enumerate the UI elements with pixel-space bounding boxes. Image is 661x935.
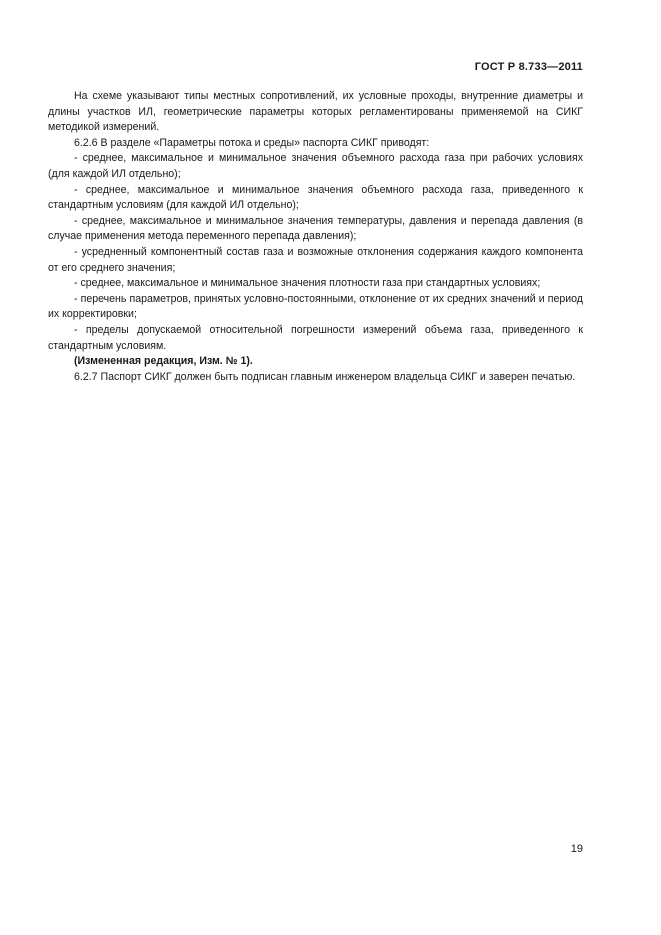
list-item: - пределы допускаемой относительной погрешности измерений объема газа, приведенного к стандартным условиям. <box>48 323 583 352</box>
list-item: - среднее, максимальное и минимальное значения объемного расхода газа при рабочих условиях (для каждой ИЛ отдельно); <box>48 152 583 180</box>
document-body <box>48 89 583 385</box>
list-item: - перечень параметров, принятых условно-постоянными, отклонение от их средних значений и период их корректировки; <box>48 292 583 321</box>
amendment-note: (Измененная редакция, Изм. № 1). <box>74 355 253 368</box>
paragraph-section-627: 6.2.7 Паспорт СИКГ должен быть подписан главным инженером владельца СИКГ и заверен печатью. <box>74 370 576 383</box>
list-item: - среднее, максимальное и минимальное значения объемного расхода газа, приведенного к стандартным условиям (для каждой ИЛ отдельно); <box>48 183 583 212</box>
paragraph-section-626: 6.2.6 В разделе «Параметры потока и среды» паспорта СИКГ приводят: <box>74 136 430 149</box>
list-item: - усредненный компонентный состав газа и возможные отклонения содержания каждого компонента от его среднего значения; <box>48 245 583 274</box>
list-item: - среднее, максимальное и минимальное значения плотности газа при стандартных условиях; <box>74 277 541 290</box>
document-header: ГОСТ Р 8.733—2011 <box>474 61 583 73</box>
list-item: - среднее, максимальное и минимальное значения температуры, давления и перепада давления (в случае применения метода переменного перепада давления); <box>48 214 583 243</box>
paragraph-scheme: На схеме указывают типы местных сопротивлений, их условные проходы, внутренние диаметры и длины участков ИЛ, геометрические параметры которых регламентированы применяемой на СИКГ методикой измерений. <box>48 90 583 134</box>
page-number: 19 <box>570 843 583 855</box>
